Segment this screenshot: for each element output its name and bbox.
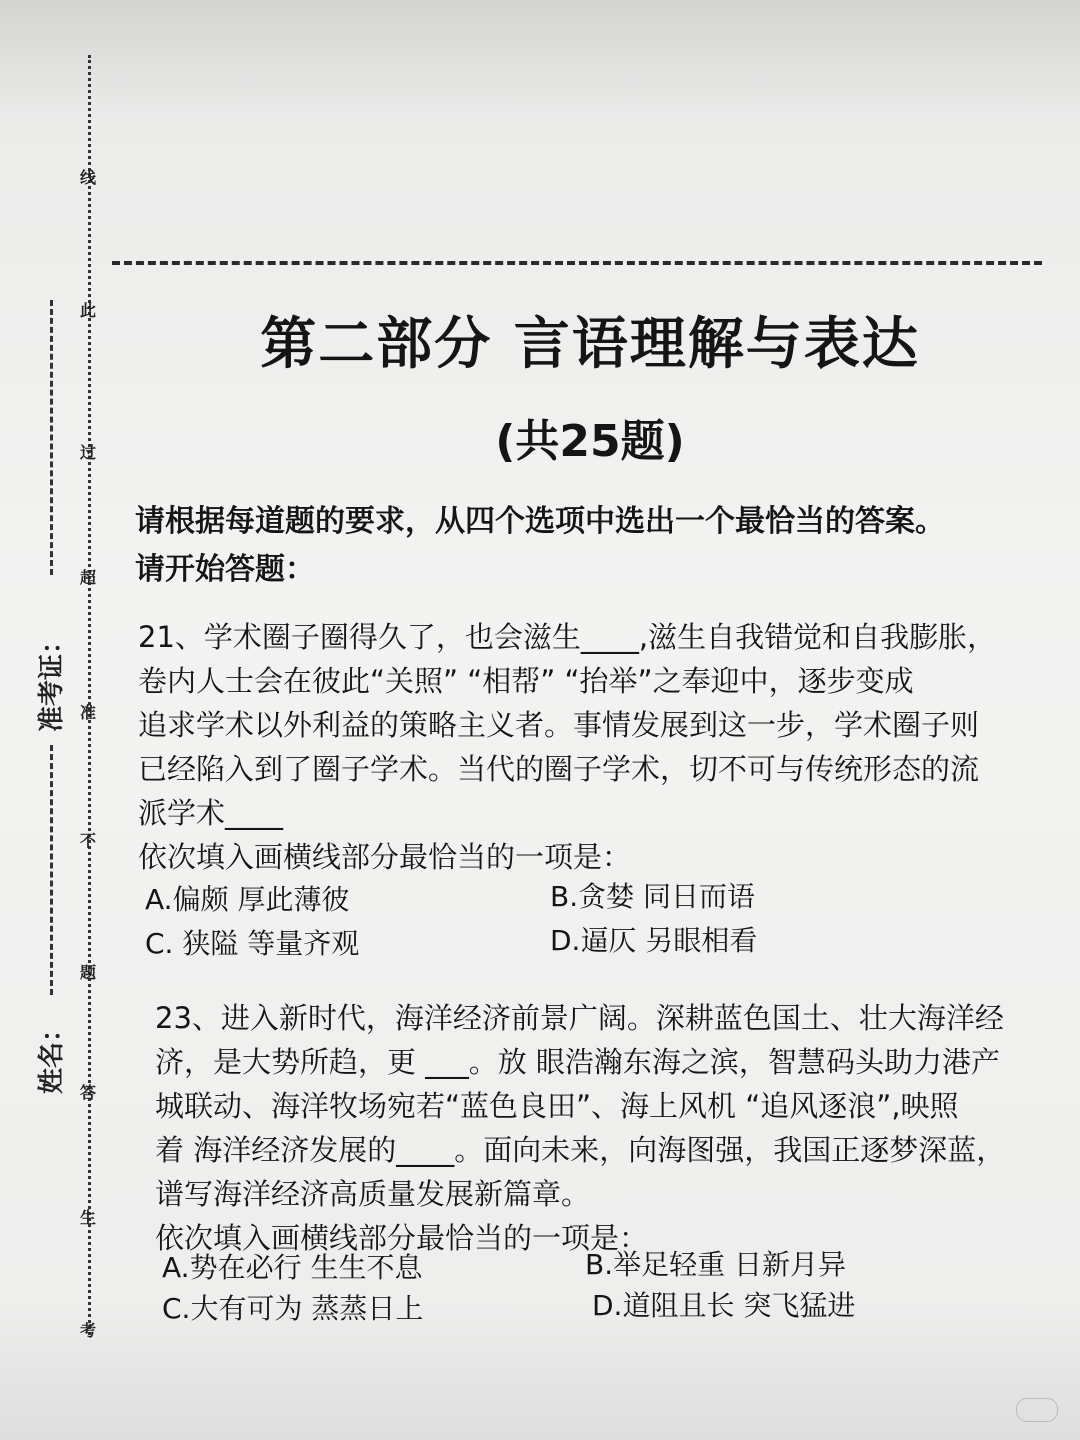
question-line: 着 海洋经济发展的____。面向未来，向海图强，我国正逐梦深蓝，	[155, 1133, 1006, 1167]
exam-id-underline	[50, 300, 53, 575]
question-prompt: 依次填入画横线部分最恰当的一项是：	[155, 1221, 649, 1255]
question-21	[138, 615, 1038, 879]
binding-char: 答	[80, 1083, 97, 1102]
binding-char: 生	[80, 1208, 97, 1227]
exam-id-label: 准考证：	[37, 628, 67, 733]
question-line: 21、学术圈子圈得久了，也会滋生____,滋生自我错觉和自我膨胀，	[138, 620, 997, 654]
question-line: 谱写海洋经济高质量发展新篇章。	[155, 1177, 591, 1211]
option-c[interactable]: C. 狭隘 等量齐观	[145, 927, 360, 960]
question-line: 23、进入新时代，海洋经济前景广阔。深耕蓝色国土、壮大海洋经	[155, 1001, 1004, 1035]
option-b[interactable]: B.贪婪 同日而语	[550, 880, 756, 913]
binding-char: 线	[80, 168, 97, 187]
cut-line	[112, 261, 1042, 265]
instruction-line: 请开始答题：	[135, 552, 315, 587]
binding-char: 考	[80, 1321, 97, 1340]
binding-char: 题	[80, 963, 97, 982]
option-a[interactable]: A.势在必行 生生不息	[162, 1251, 423, 1284]
option-c[interactable]: C.大有可为 蒸蒸日上	[162, 1292, 424, 1325]
binding-char: 准	[80, 703, 97, 722]
page-title: 第二部分 言语理解与表达	[260, 312, 920, 377]
option-b[interactable]: B.举足轻重 日新月异	[585, 1248, 847, 1281]
question-23	[155, 996, 1055, 1260]
binding-char: 不	[80, 831, 97, 850]
instruction-line: 请根据每道题的要求，从四个选项中选出一个最恰当的答案。	[135, 504, 945, 539]
exam-id-underline-lower	[50, 745, 53, 995]
question-line: 城联动、海洋牧场宛若“蓝色良田”、海上风机 “追风逐浪”,映照	[155, 1089, 959, 1123]
name-label: 姓名：	[37, 1016, 67, 1095]
question-line: 已经陷入到了圈子学术。当代的圈子学术，切不可与传统形态的流	[138, 752, 980, 786]
question-line: 济，是大势所趋，更 ___。放 眼浩瀚东海之滨，智慧码头助力港产	[155, 1045, 1000, 1079]
binding-char: 过	[80, 443, 97, 462]
page-subtitle: (共25题)	[495, 416, 685, 467]
watermark-badge	[1016, 1398, 1058, 1422]
option-a[interactable]: A.偏颇 厚此薄彼	[145, 883, 350, 916]
option-d[interactable]: D.逼仄 另眼相看	[550, 924, 758, 957]
question-line: 追求学术以外利益的策略主义者。事情发展到这一步，学术圈子则	[138, 708, 980, 742]
binding-char: 超	[80, 568, 97, 587]
question-line: 派学术____	[138, 796, 284, 830]
option-d[interactable]: D.道阻且长 突飞猛进	[592, 1289, 856, 1322]
question-prompt: 依次填入画横线部分最恰当的一项是：	[138, 840, 632, 874]
binding-char: 此	[80, 301, 97, 320]
question-line: 卷内人士会在彼此“关照” “相帮” “抬举”之奉迎中，逐步变成	[138, 664, 914, 698]
